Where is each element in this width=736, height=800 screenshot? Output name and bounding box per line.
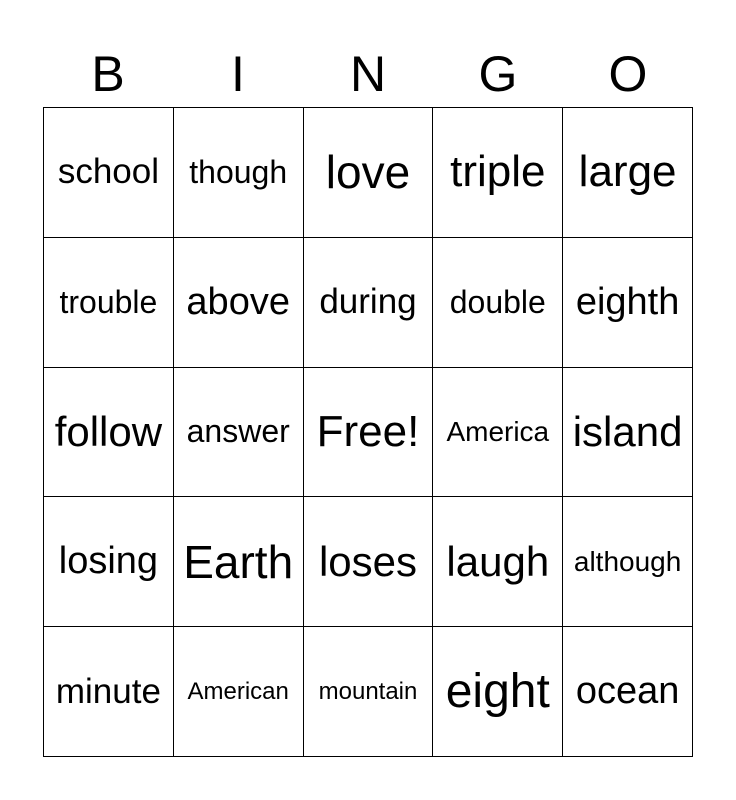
bingo-cell[interactable]: love (304, 108, 434, 238)
header-letter-g: G (478, 46, 518, 102)
bingo-cell[interactable]: minute (44, 627, 174, 757)
bingo-cell[interactable]: double (433, 238, 563, 368)
bingo-cell[interactable]: although (563, 497, 693, 627)
bingo-cell[interactable]: during (304, 238, 434, 368)
header-letter-b: B (91, 46, 125, 102)
bingo-cell[interactable]: American (174, 627, 304, 757)
bingo-card-grid (43, 107, 693, 757)
header-letter-n: N (349, 46, 387, 102)
header-letter-i: I (231, 46, 245, 102)
bingo-cell[interactable]: island (563, 368, 693, 498)
bingo-header (43, 40, 693, 108)
bingo-cell[interactable]: Earth (174, 497, 304, 627)
bingo-cell[interactable]: laugh (433, 497, 563, 627)
bingo-cell[interactable]: large (563, 108, 693, 238)
bingo-cell[interactable]: though (174, 108, 304, 238)
bingo-cell[interactable]: answer (174, 368, 304, 498)
bingo-cell[interactable]: loses (304, 497, 434, 627)
bingo-cell[interactable]: triple (433, 108, 563, 238)
bingo-cell[interactable]: mountain (304, 627, 434, 757)
bingo-cell[interactable]: eight (433, 627, 563, 757)
bingo-cell[interactable]: above (174, 238, 304, 368)
bingo-cell[interactable]: eighth (563, 238, 693, 368)
bingo-cell[interactable]: trouble (44, 238, 174, 368)
free-space-cell[interactable]: Free! (304, 368, 434, 498)
bingo-cell[interactable]: follow (44, 368, 174, 498)
bingo-cell[interactable]: school (44, 108, 174, 238)
header-letter-o: O (608, 46, 648, 102)
bingo-cell[interactable]: losing (44, 497, 174, 627)
bingo-cell[interactable]: America (433, 368, 563, 498)
bingo-cell[interactable]: ocean (563, 627, 693, 757)
